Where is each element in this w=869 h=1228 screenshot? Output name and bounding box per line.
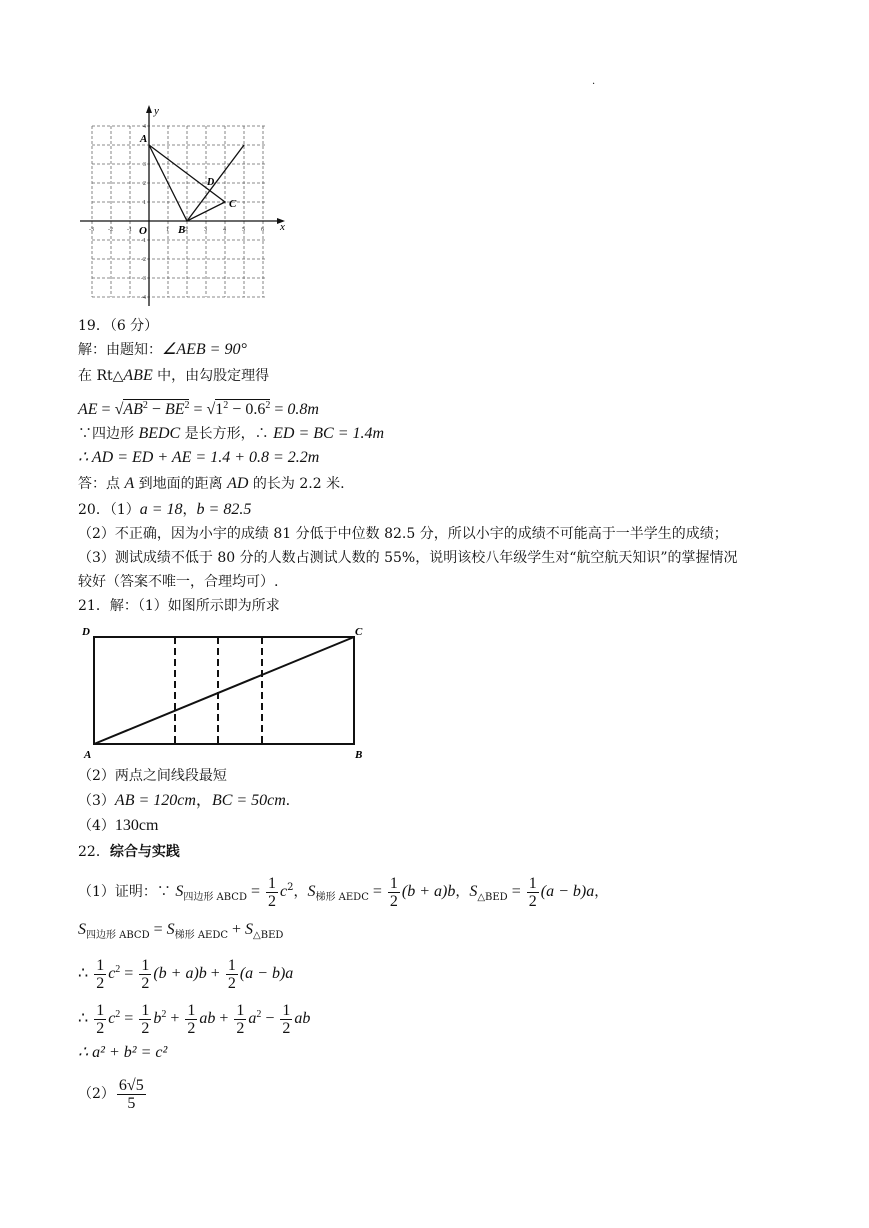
q22-s-bed: △BED (477, 892, 508, 903)
x-tick: 2 (185, 227, 188, 233)
frac-den: 2 (141, 1019, 150, 1037)
q21-bc-value: BC = 50cm (211, 792, 286, 809)
frac-den: 2 (282, 1019, 291, 1037)
q19-l6-c: 到地面的距离 (134, 476, 228, 492)
q22-title: 综合与实践 (109, 844, 180, 860)
q22-proof-line1: （1）证明：∵ $S_{四边形 ABCD}$ = $\frac{1}{2}$ $c^2$，$S_{梯形 AEDC}$ = $\frac{1}{2}$ (b + a)b，$S_{\triangle BED}$ = $\frac{1}{2}$ (a − b)a， (78, 874, 609, 910)
point-d-label: D (207, 177, 215, 188)
q22-proof-line3: ∴ $\frac{1}{2}$ $c^2$ = $\frac{1}{2}$ (b + a)b + $\frac{1}{2}$ (a − b)a (78, 956, 294, 992)
q21-comma: ， (195, 792, 212, 809)
q19-l3-06: 0.6 (245, 401, 266, 418)
q19-l6-pt: A (124, 475, 135, 492)
y-tick: -1 (141, 238, 146, 244)
q19-l3-ab: AB (123, 401, 143, 418)
q19-l4-c: 是长方形，∴ (180, 426, 274, 442)
q19-l2-triangle: ABE (123, 367, 153, 384)
q21-ab-value: AB = 120cm (114, 792, 196, 809)
q22-proof-line4: ∴ $\frac{1}{2}$ $c^2$ = $\frac{1}{2}$ $b^2$ + $\frac{1}{2}$ ab + $\frac{1}{2}$ $a^2$ − $\frac{1}{2}$ ab (78, 1001, 311, 1037)
q19-l4-bedc: BEDC (138, 425, 181, 442)
q21-l4-value: 130cm (114, 817, 159, 834)
q19-l1-math: ∠AEB = 90° (162, 341, 247, 358)
frac-num: 1 (236, 1001, 245, 1019)
q20-l1-a: 20．（1） (78, 502, 140, 518)
frac-den: 2 (268, 892, 276, 910)
y-tick: 1 (143, 200, 146, 206)
rect-label-b: B (355, 749, 363, 761)
rectangle-figure (78, 620, 378, 765)
frac-den: 2 (96, 1019, 105, 1037)
coordinate-figure (78, 100, 293, 310)
frac-num: 1 (96, 956, 105, 974)
q20-line4: 较好（答案不唯一，合理均可）. (78, 574, 279, 590)
q22-part2-label: （2） (78, 1086, 115, 1102)
page-dot: . (592, 76, 596, 87)
q22-proof-line2: $S_{四边形 ABCD} = S_{梯形 AEDC} + S_{\triangle BED}$ (78, 921, 284, 941)
q21-period: . (285, 792, 290, 809)
q22-s-abcd: 四边形 ABCD (183, 892, 247, 903)
frac-num: 1 (282, 1001, 291, 1019)
point-b-label: B (178, 224, 186, 236)
q20-line3: （3）测试成绩不低于 80 分的人数占测试人数的 55%，说明该校八年级学生对“航空航天知识”的掌握情况 (78, 550, 738, 566)
q22-proof-intro: （1）证明：∵ (78, 884, 176, 900)
q19-l4-a: ∵四边形 (78, 426, 139, 442)
frac-num: 1 (268, 874, 276, 892)
q20-comma: ， (182, 502, 197, 518)
y-axis-label: y (154, 105, 159, 117)
frac-num: 1 (141, 956, 150, 974)
q22-answer-num: 6√5 (118, 1076, 144, 1094)
y-tick: -4 (141, 295, 146, 301)
q20-line1 (78, 500, 251, 520)
q19-answer (78, 474, 345, 494)
frac-num: 1 (96, 1001, 105, 1019)
q19-l6-a: 答：点 (78, 476, 125, 492)
q22-number: 22． (78, 844, 110, 860)
frac-den: 2 (141, 974, 150, 992)
q19-l3-one: 1 (215, 401, 224, 418)
q21-line2: （2）两点之间线段最短 (78, 768, 227, 784)
rect-label-d: D (82, 626, 90, 638)
q22-conclusion: ∴ a² + b² = c² (78, 1044, 168, 1061)
x-tick: 4 (223, 227, 226, 233)
q21-line3 (78, 791, 290, 811)
q21-line4 (78, 816, 158, 836)
q22-answer-den: 5 (127, 1094, 136, 1112)
q19-line4 (78, 424, 384, 444)
origin-label: O (139, 225, 147, 237)
q19-l1-text: 解：由题知： (78, 342, 162, 358)
q21-l4-a: （4） (78, 818, 115, 834)
q19-l2-post: 中，由勾股定理得 (152, 368, 270, 384)
rect-label-a: A (84, 749, 92, 761)
x-tick: 6 (261, 227, 264, 233)
x-axis-label: x (280, 221, 285, 233)
x-tick: -1 (127, 227, 132, 233)
frac-num: 1 (389, 874, 398, 892)
y-tick: 4 (143, 124, 146, 130)
q19-line5: ∴ AD = ED + AE = 1.4 + 0.8 = 2.2m (78, 449, 320, 466)
q22-term-ba: (b + a)b (401, 883, 456, 900)
frac-num: 1 (227, 956, 236, 974)
x-tick: 5 (242, 227, 245, 233)
point-c-label: C (229, 198, 237, 210)
y-tick: -2 (141, 257, 146, 263)
frac-den: 2 (389, 892, 398, 910)
q22-s-abcd: 四边形 ABCD (86, 930, 150, 941)
q20-b-value: b = 82.5 (196, 501, 252, 518)
q19-l2-text: 在 Rt△ (78, 368, 124, 384)
y-tick: -3 (141, 276, 146, 282)
frac-den: 2 (96, 974, 105, 992)
q19-line3: AE = $√AB^2 - BE^2 = √1^2 - 0.6^2 = 0.8m$ (78, 400, 319, 418)
q19-l6-e: 的长为 2.2 米. (248, 476, 345, 492)
frac-den: 2 (227, 974, 236, 992)
x-tick: 3 (204, 227, 207, 233)
q20-a-value: a = 18 (139, 501, 183, 518)
y-tick: 2 (143, 181, 146, 187)
rect-label-c: C (355, 626, 363, 638)
q22-part2 (78, 1070, 148, 1118)
x-tick: -3 (89, 227, 94, 233)
q19-l3-be: BE (164, 401, 185, 418)
frac-den: 2 (236, 1019, 245, 1037)
frac-den: 2 (187, 1019, 196, 1037)
point-a-label: A (140, 133, 148, 145)
frac-den: 2 (528, 892, 537, 910)
frac-num: 1 (528, 874, 537, 892)
q22-s-aedc: 梯形 AEDC (315, 892, 369, 903)
q19-heading: 19．（6 分） (78, 318, 159, 334)
q22-heading (78, 842, 180, 862)
q21-line1: 21．解：（1）如图所示即为所求 (78, 598, 280, 614)
q22-term-ab: (a − b)a (540, 883, 595, 900)
q19-line2 (78, 366, 269, 386)
q22-s-bed: △BED (253, 930, 284, 941)
y-tick: 3 (143, 162, 146, 168)
x-tick: -2 (108, 227, 113, 233)
q19-l3-lhs: AE (78, 401, 98, 418)
q19-l4-eq: ED = BC = 1.4m (273, 425, 385, 442)
q20-line2: （2）不正确，因为小宇的成绩 81 分低于中位数 82.5 分，所以小宇的成绩不可能高于一半学生的成绩； (78, 526, 728, 542)
frac-num: 1 (141, 1001, 150, 1019)
q19-line1 (78, 340, 247, 360)
c-var: c (280, 883, 288, 900)
frac-num: 1 (187, 1001, 196, 1019)
q19-l3-result: 0.8m (287, 401, 319, 418)
q19-l6-ad: AD (227, 475, 249, 492)
q21-l3-a: （3） (78, 793, 115, 809)
q22-s-aedc: 梯形 AEDC (174, 930, 229, 941)
x-tick: 1 (166, 227, 169, 233)
